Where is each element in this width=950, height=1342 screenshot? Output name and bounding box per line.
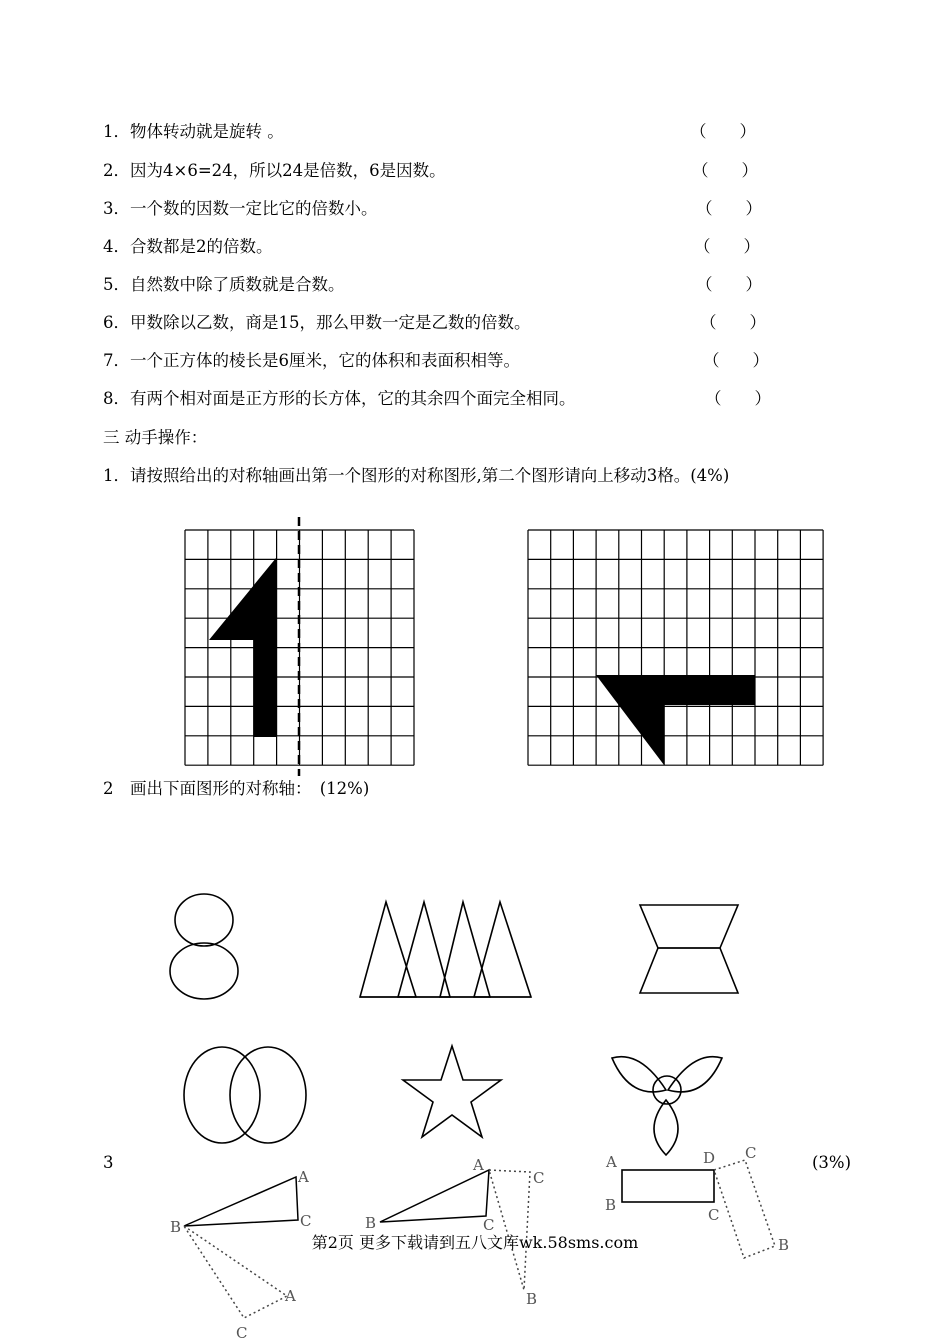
shape-flag-right — [596, 675, 755, 765]
rotation-figure-2 — [380, 1170, 489, 1222]
question-3: 3．一个数的因数一定比它的倍数小。 — [103, 199, 378, 218]
question-7: 7．一个正方体的棱长是6厘米，它的体积和表面积相等。 — [103, 351, 520, 370]
star-shape — [403, 1046, 501, 1137]
page-footer: 第2页 更多下载请到五八文库wk.58sms.com — [311, 1233, 639, 1252]
answer-blank-1[interactable]: （ ） — [690, 122, 756, 141]
answer-blank-4[interactable]: （ ） — [694, 237, 760, 256]
label-b-3: B — [605, 1196, 617, 1214]
answer-blank-5[interactable]: （ ） — [696, 275, 762, 294]
question-4: 4．合数都是2的倍数。 — [103, 237, 273, 256]
grid-right[interactable] — [528, 530, 823, 765]
task-2-instruction: 2 画出下面图形的对称轴： (12%) — [103, 779, 370, 798]
task-3-score: (3%) — [812, 1153, 852, 1172]
trapezoids-shape — [640, 905, 738, 993]
label-c-1: C — [300, 1212, 312, 1230]
answer-blank-2[interactable]: （ ） — [692, 161, 758, 180]
answer-blank-8[interactable]: （ ） — [705, 389, 771, 408]
label-a-1: A — [298, 1168, 309, 1186]
label-a-2: A — [473, 1156, 484, 1174]
answer-blank-3[interactable]: （ ） — [696, 199, 762, 218]
label-c-1r: C — [236, 1324, 248, 1342]
label-d-3: D — [703, 1149, 716, 1167]
triangles-shape — [360, 902, 531, 997]
question-2: 2．因为4×6=24，所以24是倍数，6是因数。 — [103, 161, 446, 180]
label-b-3r: B — [778, 1236, 790, 1254]
question-5: 5．自然数中除了质数就是合数。 — [103, 275, 345, 294]
rotation-rectangle — [622, 1170, 714, 1202]
section-title: 三 动手操作： — [103, 428, 208, 447]
label-c-3r: C — [745, 1144, 757, 1162]
answer-blank-7[interactable]: （ ） — [703, 351, 769, 370]
task-3-number: 3 — [103, 1153, 114, 1172]
label-b-2: B — [365, 1214, 377, 1232]
rotation-figure-1 — [184, 1177, 298, 1226]
label-c-3: C — [708, 1206, 720, 1224]
answer-blank-6[interactable]: （ ） — [700, 313, 766, 332]
question-1: 1．物体转动就是旋转 。 — [103, 122, 284, 141]
label-b-1: B — [170, 1218, 182, 1236]
overlapping-circles-shape — [184, 1047, 306, 1143]
task-1-instruction: 1．请按照给出的对称轴画出第一个图形的对称图形,第二个图形请向上移动3格。(4%) — [103, 466, 730, 485]
label-c-2r: C — [533, 1169, 545, 1187]
label-a-1r: A — [285, 1287, 296, 1305]
question-6: 6．甲数除以乙数，商是15，那么甲数一定是乙数的倍数。 — [103, 313, 531, 332]
three-petal-shape — [612, 1057, 722, 1155]
label-c-2: C — [483, 1216, 495, 1234]
question-8: 8．有两个相对面是正方形的长方体，它的其余四个面完全相同。 — [103, 389, 576, 408]
label-a-3: A — [606, 1153, 617, 1171]
label-b-2r: B — [526, 1290, 538, 1308]
figure-eight-shape — [170, 894, 238, 999]
